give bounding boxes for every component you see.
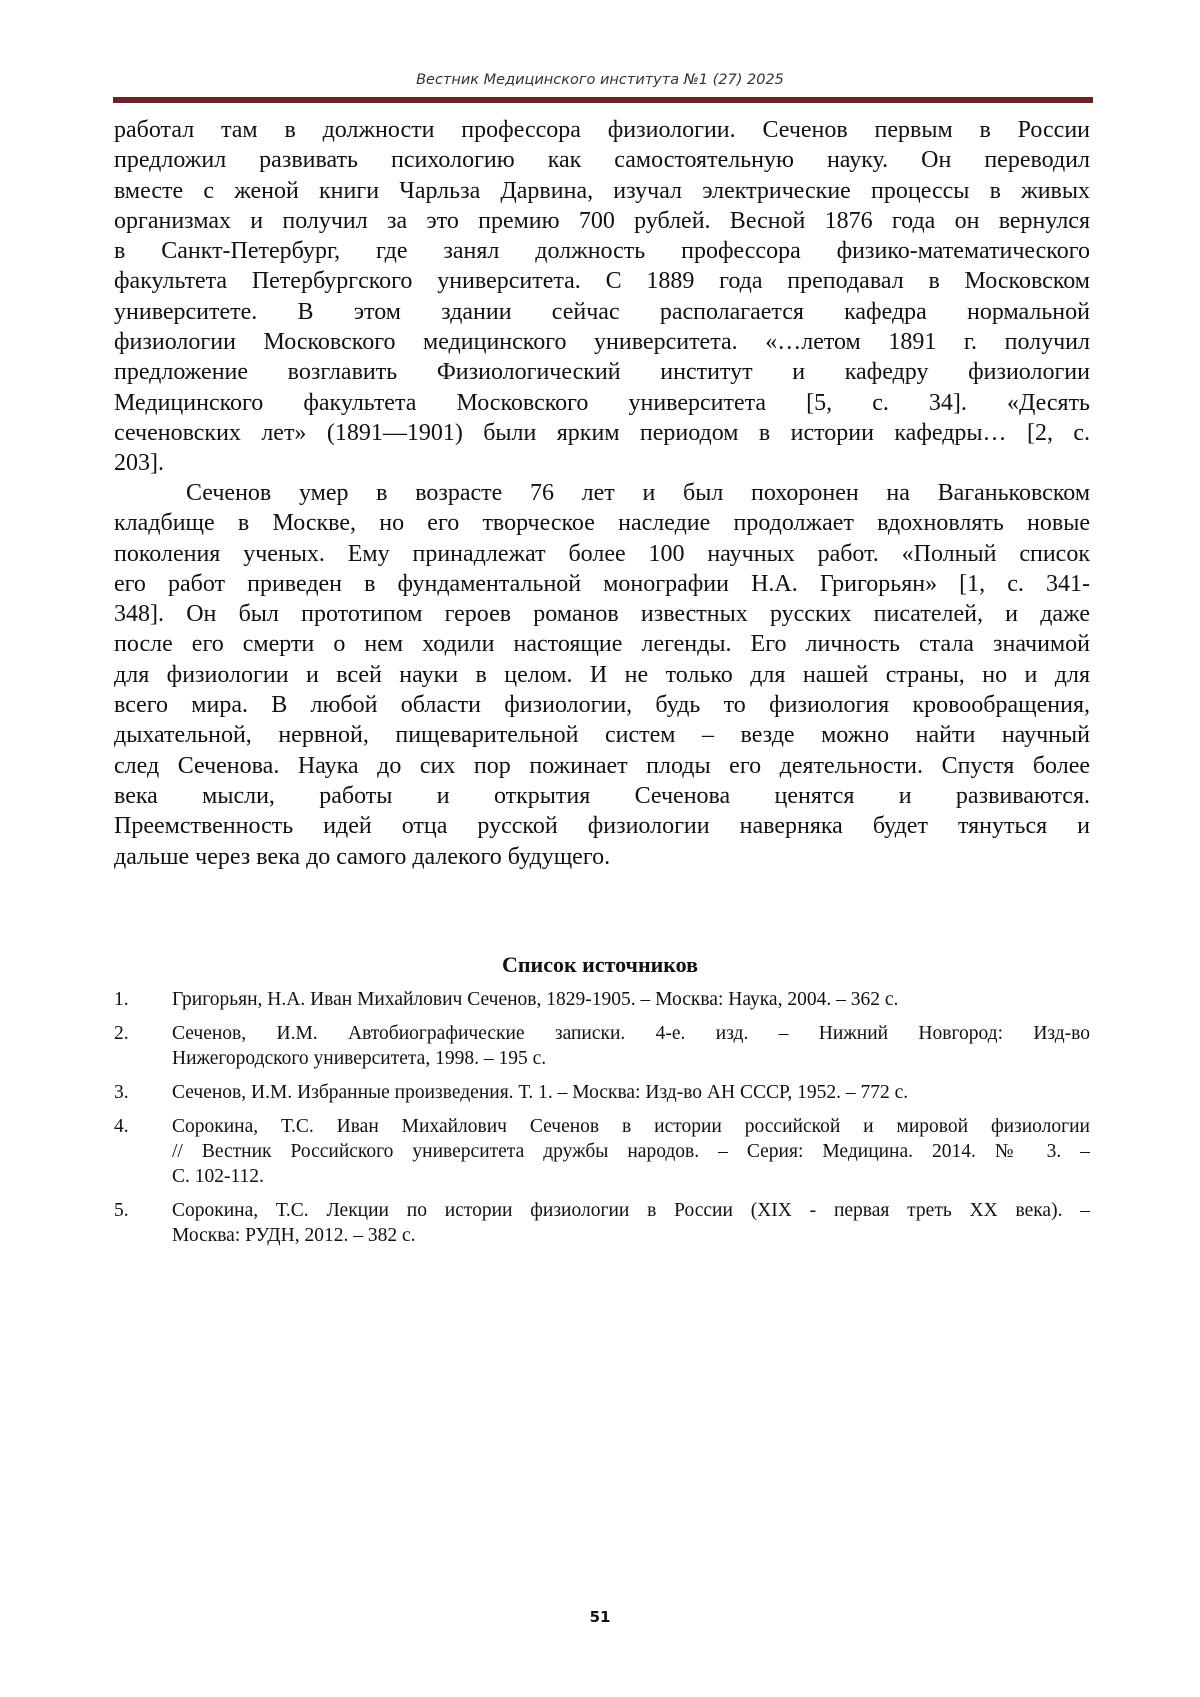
- page-number: 51: [0, 1608, 1200, 1626]
- text-line: предложил развивать психологию как самостоятельную науку. Он переводил: [114, 145, 1090, 175]
- reference-line: Сеченов, И.М. Избранные произведения. Т. 1. – Москва: Изд-во АН СССР, 1952. – 772 с.: [172, 1080, 1090, 1105]
- reference-number: 2.: [114, 1021, 172, 1071]
- text-line: Медицинского факультета Московского университета [5, с. 34]. «Десять: [114, 388, 1090, 418]
- text-line: кладбище в Москве, но его творческое наследие продолжает вдохновлять новые: [114, 508, 1090, 538]
- text-line: дыхательной, нервной, пищеварительной систем – везде можно найти научный: [114, 720, 1090, 750]
- references-title: Список источников: [0, 952, 1200, 978]
- reference-number: 5.: [114, 1198, 172, 1248]
- reference-text: [172, 1198, 1090, 1248]
- reference-text: [172, 1021, 1090, 1071]
- paragraph-1: [114, 115, 1090, 479]
- references-list: [114, 987, 1090, 1257]
- text-line: после его смерти о нем ходили настоящие легенды. Его личность стала значимой: [114, 629, 1090, 659]
- text-line: всего мира. В любой области физиологии, будь то физиология кровообращения,: [114, 690, 1090, 720]
- header-divider: [113, 97, 1093, 103]
- text-line: сеченовских лет» (1891—1901) были ярким периодом в истории кафедры… [2, с.: [114, 418, 1090, 448]
- reference-line: // Вестник Российского университета дружбы народов. – Серия: Медицина. 2014. № 3. –: [172, 1139, 1090, 1164]
- text-line: его работ приведен в фундаментальной монографии Н.А. Григорьян» [1, с. 341-: [114, 569, 1090, 599]
- text-line: в Санкт-Петербург, где занял должность профессора физико-математического: [114, 236, 1090, 266]
- text-line: дальше через века до самого далекого будущего.: [114, 842, 1090, 872]
- reference-number: 1.: [114, 987, 172, 1012]
- text-line: 348]. Он был прототипом героев романов известных русских писателей, и даже: [114, 599, 1090, 629]
- text-line: Преемственность идей отца русской физиологии наверняка будет тянуться и: [114, 811, 1090, 841]
- reference-item: [114, 1080, 1090, 1105]
- text-line: 203].: [114, 448, 1090, 478]
- reference-item: [114, 987, 1090, 1012]
- text-line: предложение возглавить Физиологический институт и кафедру физиологии: [114, 357, 1090, 387]
- reference-item: [114, 1114, 1090, 1189]
- text-line: века мысли, работы и открытия Сеченова ценятся и развиваются.: [114, 781, 1090, 811]
- text-line: поколения ученых. Ему принадлежат более 100 научных работ. «Полный список: [114, 539, 1090, 569]
- text-line: работал там в должности профессора физиологии. Сеченов первым в России: [114, 115, 1090, 145]
- reference-line: Сорокина, Т.С. Иван Михайлович Сеченов в истории российской и мировой физиологии: [172, 1114, 1090, 1139]
- reference-item: [114, 1021, 1090, 1071]
- text-line: Сеченов умер в возрасте 76 лет и был похоронен на Ваганьковском: [114, 478, 1090, 508]
- reference-line: С. 102-112.: [172, 1164, 1090, 1189]
- reference-text: [172, 987, 1090, 1012]
- text-line: организмах и получил за это премию 700 рублей. Весной 1876 года он вернулся: [114, 206, 1090, 236]
- paragraph-2: [114, 478, 1090, 872]
- text-line: факультета Петербургского университета. С 1889 года преподавал в Московском: [114, 266, 1090, 296]
- journal-header: Вестник Медицинского института №1 (27) 2025: [0, 72, 1200, 88]
- reference-text: [172, 1080, 1090, 1105]
- reference-line: Сорокина, Т.С. Лекции по истории физиологии в России (XIX - первая треть XX века). –: [172, 1198, 1090, 1223]
- reference-line: Григорьян, Н.А. Иван Михайлович Сеченов, 1829-1905. – Москва: Наука, 2004. – 362 с.: [172, 987, 1090, 1012]
- reference-number: 3.: [114, 1080, 172, 1105]
- reference-item: [114, 1198, 1090, 1248]
- text-line: физиологии Московского медицинского университета. «…летом 1891 г. получил: [114, 327, 1090, 357]
- text-line: университете. В этом здании сейчас располагается кафедра нормальной: [114, 297, 1090, 327]
- reference-line: Нижегородского университета, 1998. – 195 с.: [172, 1046, 1090, 1071]
- text-line: вместе с женой книги Чарльза Дарвина, изучал электрические процессы в живых: [114, 176, 1090, 206]
- text-line: след Сеченова. Наука до сих пор пожинает плоды его деятельности. Спустя более: [114, 751, 1090, 781]
- text-line: для физиологии и всей науки в целом. И не только для нашей страны, но и для: [114, 660, 1090, 690]
- reference-line: Москва: РУДН, 2012. – 382 с.: [172, 1223, 1090, 1248]
- reference-line: Сеченов, И.М. Автобиографические записки. 4-е. изд. – Нижний Новгород: Изд-во: [172, 1021, 1090, 1046]
- reference-text: [172, 1114, 1090, 1189]
- reference-number: 4.: [114, 1114, 172, 1189]
